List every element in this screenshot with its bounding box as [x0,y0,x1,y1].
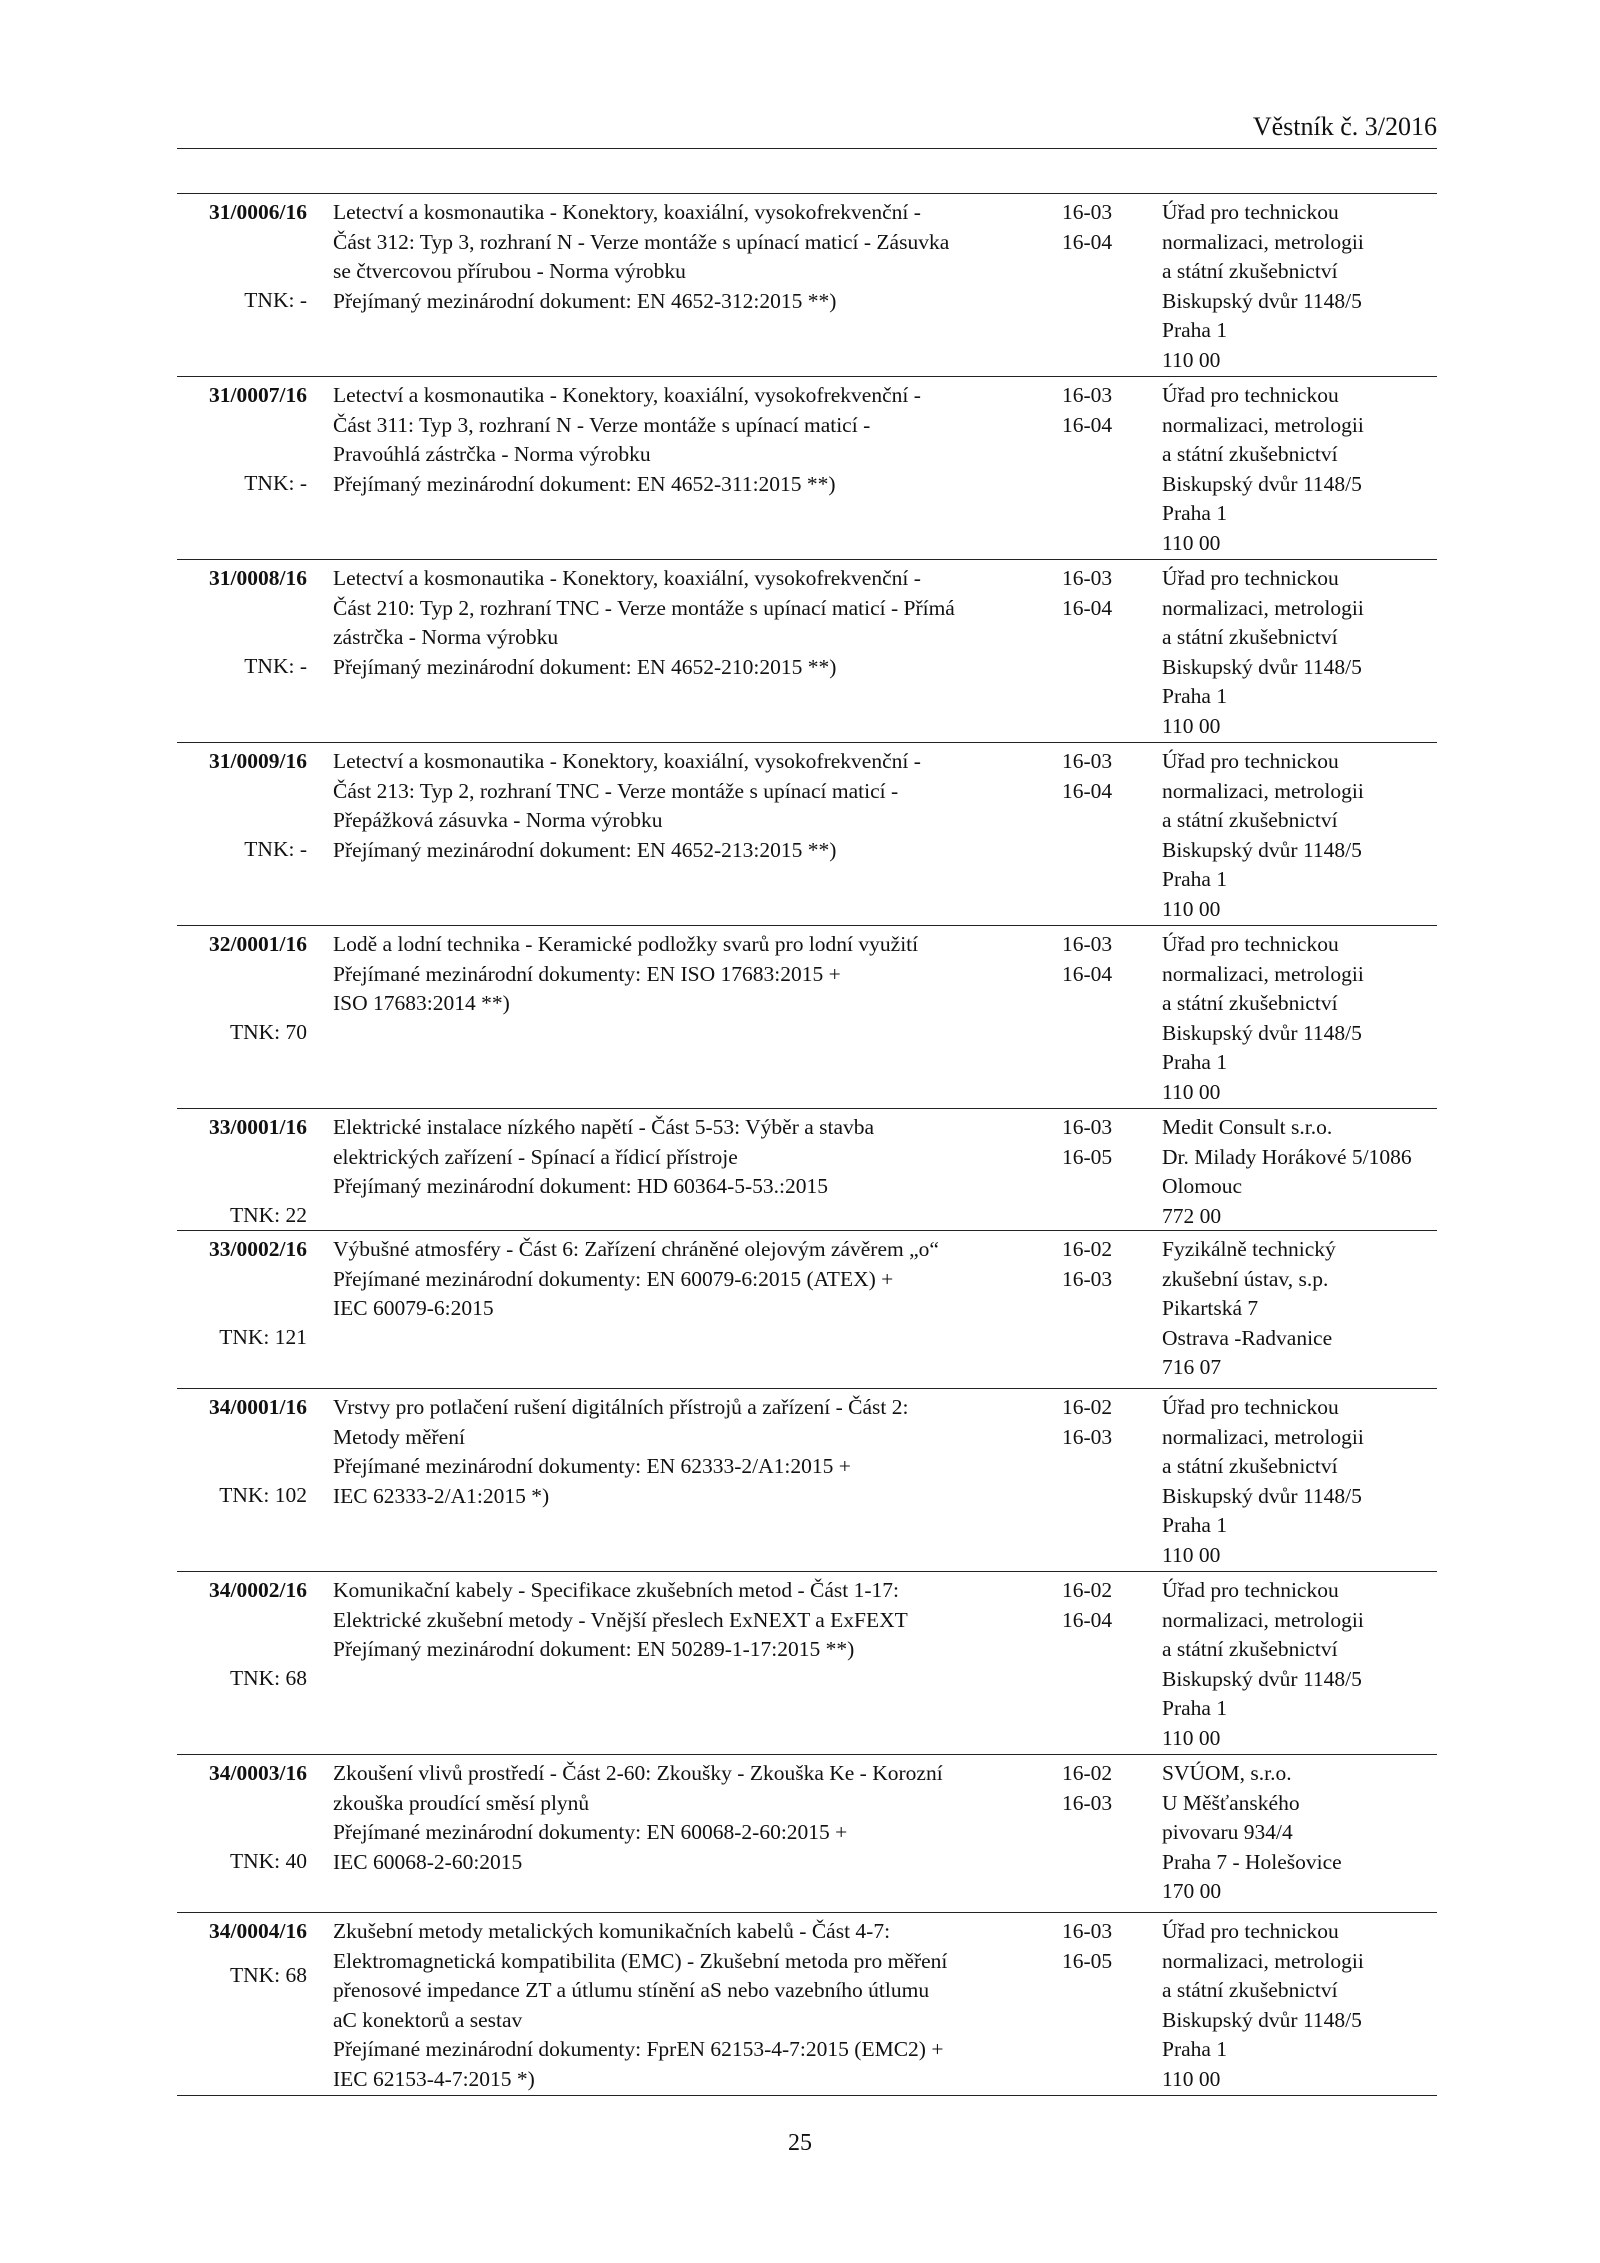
entry-office-column [1162,1576,1442,1753]
tnk-label: TNK: - [244,288,307,312]
office-address-line: Biskupský dvůr 1148/5 [1162,1020,1362,1045]
entry-number: 34/0002/16 [209,1578,307,1602]
office-address-line: normalizaci, metrologii [1162,961,1364,986]
entry-office-column [1162,1917,1442,2094]
office-address-line: 716 07 [1162,1355,1222,1379]
office-address-line: normalizaci, metrologii [1162,1607,1364,1632]
tnk-label: TNK: 40 [229,1849,307,1873]
entry-codes-column [1062,1235,1142,1294]
registry-entry [177,1231,1437,1389]
tnk-label: TNK: 68 [229,1666,307,1690]
period-code: 16-04 [1062,595,1113,620]
office-address-line: Praha 1 [1162,318,1228,342]
office-address-line: Praha 7 - Holešovice [1162,1849,1342,1874]
title-line: ISO 17683:2014 **) [333,991,510,1015]
office-address-line: 110 00 [1162,2066,1221,2091]
title-line: Přejímaný mezinárodní dokument: EN 4652-210:2015 **) [333,654,837,679]
entry-id-column [177,1113,307,1234]
title-line: IEC 62153-4-7:2015 *) [333,2066,535,2091]
office-address-line: a státní zkušebnictví [1162,1978,1338,2002]
title-line: Přejímané mezinárodní dokumenty: FprEN 62153-4-7:2015 (EMC2) + [333,2037,944,2061]
office-address-line: Biskupský dvůr 1148/5 [1162,837,1362,862]
entry-number: 34/0001/16 [209,1395,307,1419]
entry-id-column [177,747,307,929]
period-code: 16-04 [1062,1607,1113,1632]
office-address-line: Praha 1 [1162,867,1228,891]
title-line: Přejímané mezinárodní dokumenty: EN ISO 17683:2015 + [333,961,841,986]
registry-entry [177,1389,1437,1572]
office-address-line: Úřad pro technickou [1162,566,1339,590]
period-code: 16-03 [1062,1790,1113,1815]
title-line: Lodě a lodní technika - Keramické podložky svarů pro lodní využití [333,932,919,956]
office-address-line: U Měšťanského [1162,1790,1300,1815]
title-line: Přejímané mezinárodní dokumenty: EN 60079-6:2015 (ATEX) + [333,1266,894,1291]
office-address-line: a státní zkušebnictví [1162,991,1338,1015]
period-code: 16-02 [1062,1578,1113,1602]
page-number: 25 [788,2130,812,2156]
office-address-line: 772 00 [1162,1203,1222,1228]
office-address-line: 110 00 [1162,530,1221,555]
tnk-label: TNK: 102 [219,1483,307,1507]
office-address-line: a státní zkušebnictví [1162,259,1338,283]
tnk-label: TNK: - [244,654,307,678]
entry-codes-column [1062,198,1142,257]
entry-number: 32/0001/16 [209,932,307,956]
period-code: 16-04 [1062,778,1113,803]
title-line: Zkušební metody metalických komunikačních kabelů - Část 4-7: [333,1919,891,1943]
title-line: IEC 60068-2-60:2015 [333,1849,523,1874]
period-code: 16-04 [1062,961,1113,986]
entry-number: 31/0006/16 [209,200,307,224]
entry-codes-column [1062,930,1142,989]
office-address-line: Biskupský dvůr 1148/5 [1162,2007,1362,2032]
entry-id-column [177,381,307,563]
office-address-line: 110 00 [1162,347,1221,372]
title-line: Přepážková zásuvka - Norma výrobku [333,808,663,832]
title-line: Přejímaný mezinárodní dokument: EN 50289-1-17:2015 **) [333,1637,855,1661]
office-address-line: 110 00 [1162,1079,1221,1104]
tnk-label: TNK: 22 [229,1203,307,1227]
period-code: 16-02 [1062,1395,1113,1419]
period-code: 16-05 [1062,1144,1113,1169]
office-address-line: SVÚOM, s.r.o. [1162,1761,1292,1785]
entry-codes-column [1062,747,1142,806]
page-header [177,112,1437,149]
office-address-line: Biskupský dvůr 1148/5 [1162,471,1362,496]
registry-entry [177,1913,1437,2096]
registry-table [177,193,1437,2096]
office-address-line: Praha 1 [1162,501,1228,525]
period-code: 16-02 [1062,1237,1113,1261]
title-line: Část 311: Typ 3, rozhraní N - Verze montáže s upínací maticí - [333,412,871,437]
journal-reference: Věstník č. 3/2016 [1252,112,1437,141]
entry-office-column [1162,747,1442,924]
tnk-label: TNK: 70 [229,1020,307,1044]
title-line: Přejímané mezinárodní dokumenty: EN 60068-2-60:2015 + [333,1820,848,1844]
title-line: se čtvercovou přírubou - Norma výrobku [333,259,686,283]
entry-id-column [177,564,307,746]
entry-office-column [1162,1113,1442,1231]
entry-number: 31/0008/16 [209,566,307,590]
tnk-label: TNK: 68 [229,1963,307,1987]
office-address-line: a státní zkušebnictví [1162,1454,1338,1478]
office-address-line: Úřad pro technickou [1162,1578,1339,1602]
title-line: Přejímaný mezinárodní dokument: EN 4652-312:2015 **) [333,288,837,313]
title-line: Letectví a kosmonautika - Konektory, koaxiální, vysokofrekvenční - [333,749,921,773]
office-address-line: Medit Consult s.r.o. [1162,1115,1333,1139]
period-code: 16-03 [1062,749,1113,773]
office-address-line: normalizaci, metrologii [1162,412,1364,437]
title-line: Elektrické zkušební metody - Vnější přeslech ExNEXT a ExFEXT [333,1607,908,1632]
entry-codes-column [1062,564,1142,623]
office-address-line: Úřad pro technickou [1162,1919,1339,1943]
entry-number: 34/0003/16 [209,1761,307,1785]
office-address-line: a státní zkušebnictví [1162,625,1338,649]
office-address-line: 110 00 [1162,1725,1221,1750]
period-code: 16-03 [1062,200,1113,224]
title-line: Přejímaný mezinárodní dokument: HD 60364-5-53.:2015 [333,1174,829,1198]
entry-id-column [177,198,307,380]
title-line: Přejímaný mezinárodní dokument: EN 4652-311:2015 **) [333,471,836,496]
title-line: přenosové impedance ZT a útlumu stínění aS nebo vazebního útlumu [333,1978,930,2002]
period-code: 16-02 [1062,1761,1113,1785]
title-line: elektrických zařízení - Spínací a řídicí přístroje [333,1144,738,1169]
period-code: 16-03 [1062,932,1113,956]
title-line: Přejímané mezinárodní dokumenty: EN 62333-2/A1:2015 + [333,1454,851,1478]
registry-entry [177,377,1437,560]
entry-id-column [177,930,307,1112]
office-address-line: Praha 1 [1162,2037,1228,2061]
title-line: Metody měření [333,1424,465,1449]
title-line: Část 312: Typ 3, rozhraní N - Verze montáže s upínací maticí - Zásuvka [333,229,950,254]
entry-codes-column [1062,1759,1142,1818]
office-address-line: Biskupský dvůr 1148/5 [1162,1666,1362,1691]
office-address-line: Praha 1 [1162,1696,1228,1720]
office-address-line: Úřad pro technickou [1162,200,1339,224]
registry-entry [177,560,1437,743]
period-code: 16-05 [1062,1948,1113,1973]
period-code: 16-03 [1062,1919,1113,1943]
office-address-line: normalizaci, metrologii [1162,778,1364,803]
title-line: Přejímaný mezinárodní dokument: EN 4652-213:2015 **) [333,837,837,862]
tnk-label: TNK: - [244,471,307,495]
period-code: 16-03 [1062,383,1113,407]
office-address-line: Biskupský dvůr 1148/5 [1162,654,1362,679]
office-address-line: zkušební ústav, s.p. [1162,1266,1329,1291]
office-address-line: Praha 1 [1162,684,1228,708]
office-address-line: Ostrava -Radvanice [1162,1325,1333,1350]
entry-id-column [177,1917,307,2099]
title-line: Část 213: Typ 2, rozhraní TNC - Verze montáže s upínací maticí - [333,778,899,803]
registry-entry [177,194,1437,377]
office-address-line: pivovaru 934/4 [1162,1820,1293,1844]
title-line: zkouška proudící směsí plynů [333,1790,590,1815]
title-line: Výbušné atmosféry - Část 6: Zařízení chráněné olejovým závěrem „o“ [333,1237,939,1261]
office-address-line: 110 00 [1162,896,1221,921]
title-line: Část 210: Typ 2, rozhraní TNC - Verze montáže s upínací maticí - Přímá [333,595,955,620]
office-address-line: Biskupský dvůr 1148/5 [1162,1483,1362,1508]
title-line: Pravoúhlá zástrčka - Norma výrobku [333,442,651,466]
registry-entry [177,743,1437,926]
period-code: 16-03 [1062,1266,1113,1291]
period-code: 16-04 [1062,229,1113,254]
title-line: Zkoušení vlivů prostředí - Část 2-60: Zkoušky - Zkouška Ke - Korozní [333,1761,943,1785]
title-line: Elektrické instalace nízkého napětí - Část 5-53: Výběr a stavba [333,1115,875,1139]
tnk-label: TNK: 121 [219,1325,307,1349]
entry-id-column [177,1759,307,1916]
office-address-line: a státní zkušebnictví [1162,442,1338,466]
registry-entry [177,1755,1437,1913]
entry-id-column [177,1393,307,1575]
entry-codes-column [1062,1576,1142,1635]
office-address-line: Pikartská 7 [1162,1296,1259,1320]
title-line: zástrčka - Norma výrobku [333,625,559,649]
office-address-line: 110 00 [1162,713,1221,738]
office-address-line: Fyzikálně technický [1162,1237,1336,1261]
office-address-line: Olomouc [1162,1174,1243,1198]
title-line: aC konektorů a sestav [333,2007,523,2032]
entry-id-column [177,1235,307,1392]
title-line: Letectví a kosmonautika - Konektory, koaxiální, vysokofrekvenční - [333,566,921,590]
office-address-line: normalizaci, metrologii [1162,595,1364,620]
title-line: Komunikační kabely - Specifikace zkušebních metod - Část 1-17: [333,1578,900,1602]
title-line: Elektromagnetická kompatibilita (EMC) - Zkušební metoda pro měření [333,1948,948,1973]
office-address-line: normalizaci, metrologii [1162,229,1364,254]
entry-office-column [1162,198,1442,375]
office-address-line: 110 00 [1162,1542,1221,1567]
entry-number: 33/0001/16 [209,1115,307,1139]
title-line: Letectví a kosmonautika - Konektory, koaxiální, vysokofrekvenční - [333,200,921,224]
entry-number: 34/0004/16 [209,1919,307,1943]
office-address-line: Úřad pro technickou [1162,749,1339,773]
office-address-line: normalizaci, metrologii [1162,1948,1364,1973]
tnk-label: TNK: - [244,837,307,861]
registry-entry [177,926,1437,1109]
title-line: IEC 62333-2/A1:2015 *) [333,1483,550,1508]
entry-codes-column [1062,1917,1142,1976]
registry-entry [177,1109,1437,1231]
office-address-line: Dr. Milady Horákové 5/1086 [1162,1144,1412,1169]
period-code: 16-03 [1062,1115,1113,1139]
period-code: 16-03 [1062,1424,1113,1449]
office-address-line: Biskupský dvůr 1148/5 [1162,288,1362,313]
entry-office-column [1162,1235,1442,1383]
registry-entry [177,1572,1437,1755]
title-line: Letectví a kosmonautika - Konektory, koaxiální, vysokofrekvenční - [333,383,921,407]
office-address-line: a státní zkušebnictví [1162,808,1338,832]
entry-office-column [1162,1393,1442,1570]
office-address-line: normalizaci, metrologii [1162,1424,1364,1449]
office-address-line: a státní zkušebnictví [1162,1637,1338,1661]
entry-codes-column [1062,1113,1142,1172]
entry-number: 31/0009/16 [209,749,307,773]
period-code: 16-04 [1062,412,1113,437]
entry-number: 33/0002/16 [209,1237,307,1261]
entry-office-column [1162,564,1442,741]
entry-office-column [1162,930,1442,1107]
office-address-line: Úřad pro technickou [1162,383,1339,407]
entry-office-column [1162,1759,1442,1907]
entry-codes-column [1062,381,1142,440]
office-address-line: Praha 1 [1162,1513,1228,1537]
entry-number: 31/0007/16 [209,383,307,407]
period-code: 16-03 [1062,566,1113,590]
office-address-line: 170 00 [1162,1879,1222,1903]
office-address-line: Úřad pro technickou [1162,1395,1339,1419]
title-line: IEC 60079-6:2015 [333,1296,494,1320]
entry-office-column [1162,381,1442,558]
entry-id-column [177,1576,307,1758]
office-address-line: Praha 1 [1162,1050,1228,1074]
title-line: Vrstvy pro potlačení rušení digitálních přístrojů a zařízení - Část 2: [333,1395,909,1419]
entry-codes-column [1062,1393,1142,1452]
office-address-line: Úřad pro technickou [1162,932,1339,956]
